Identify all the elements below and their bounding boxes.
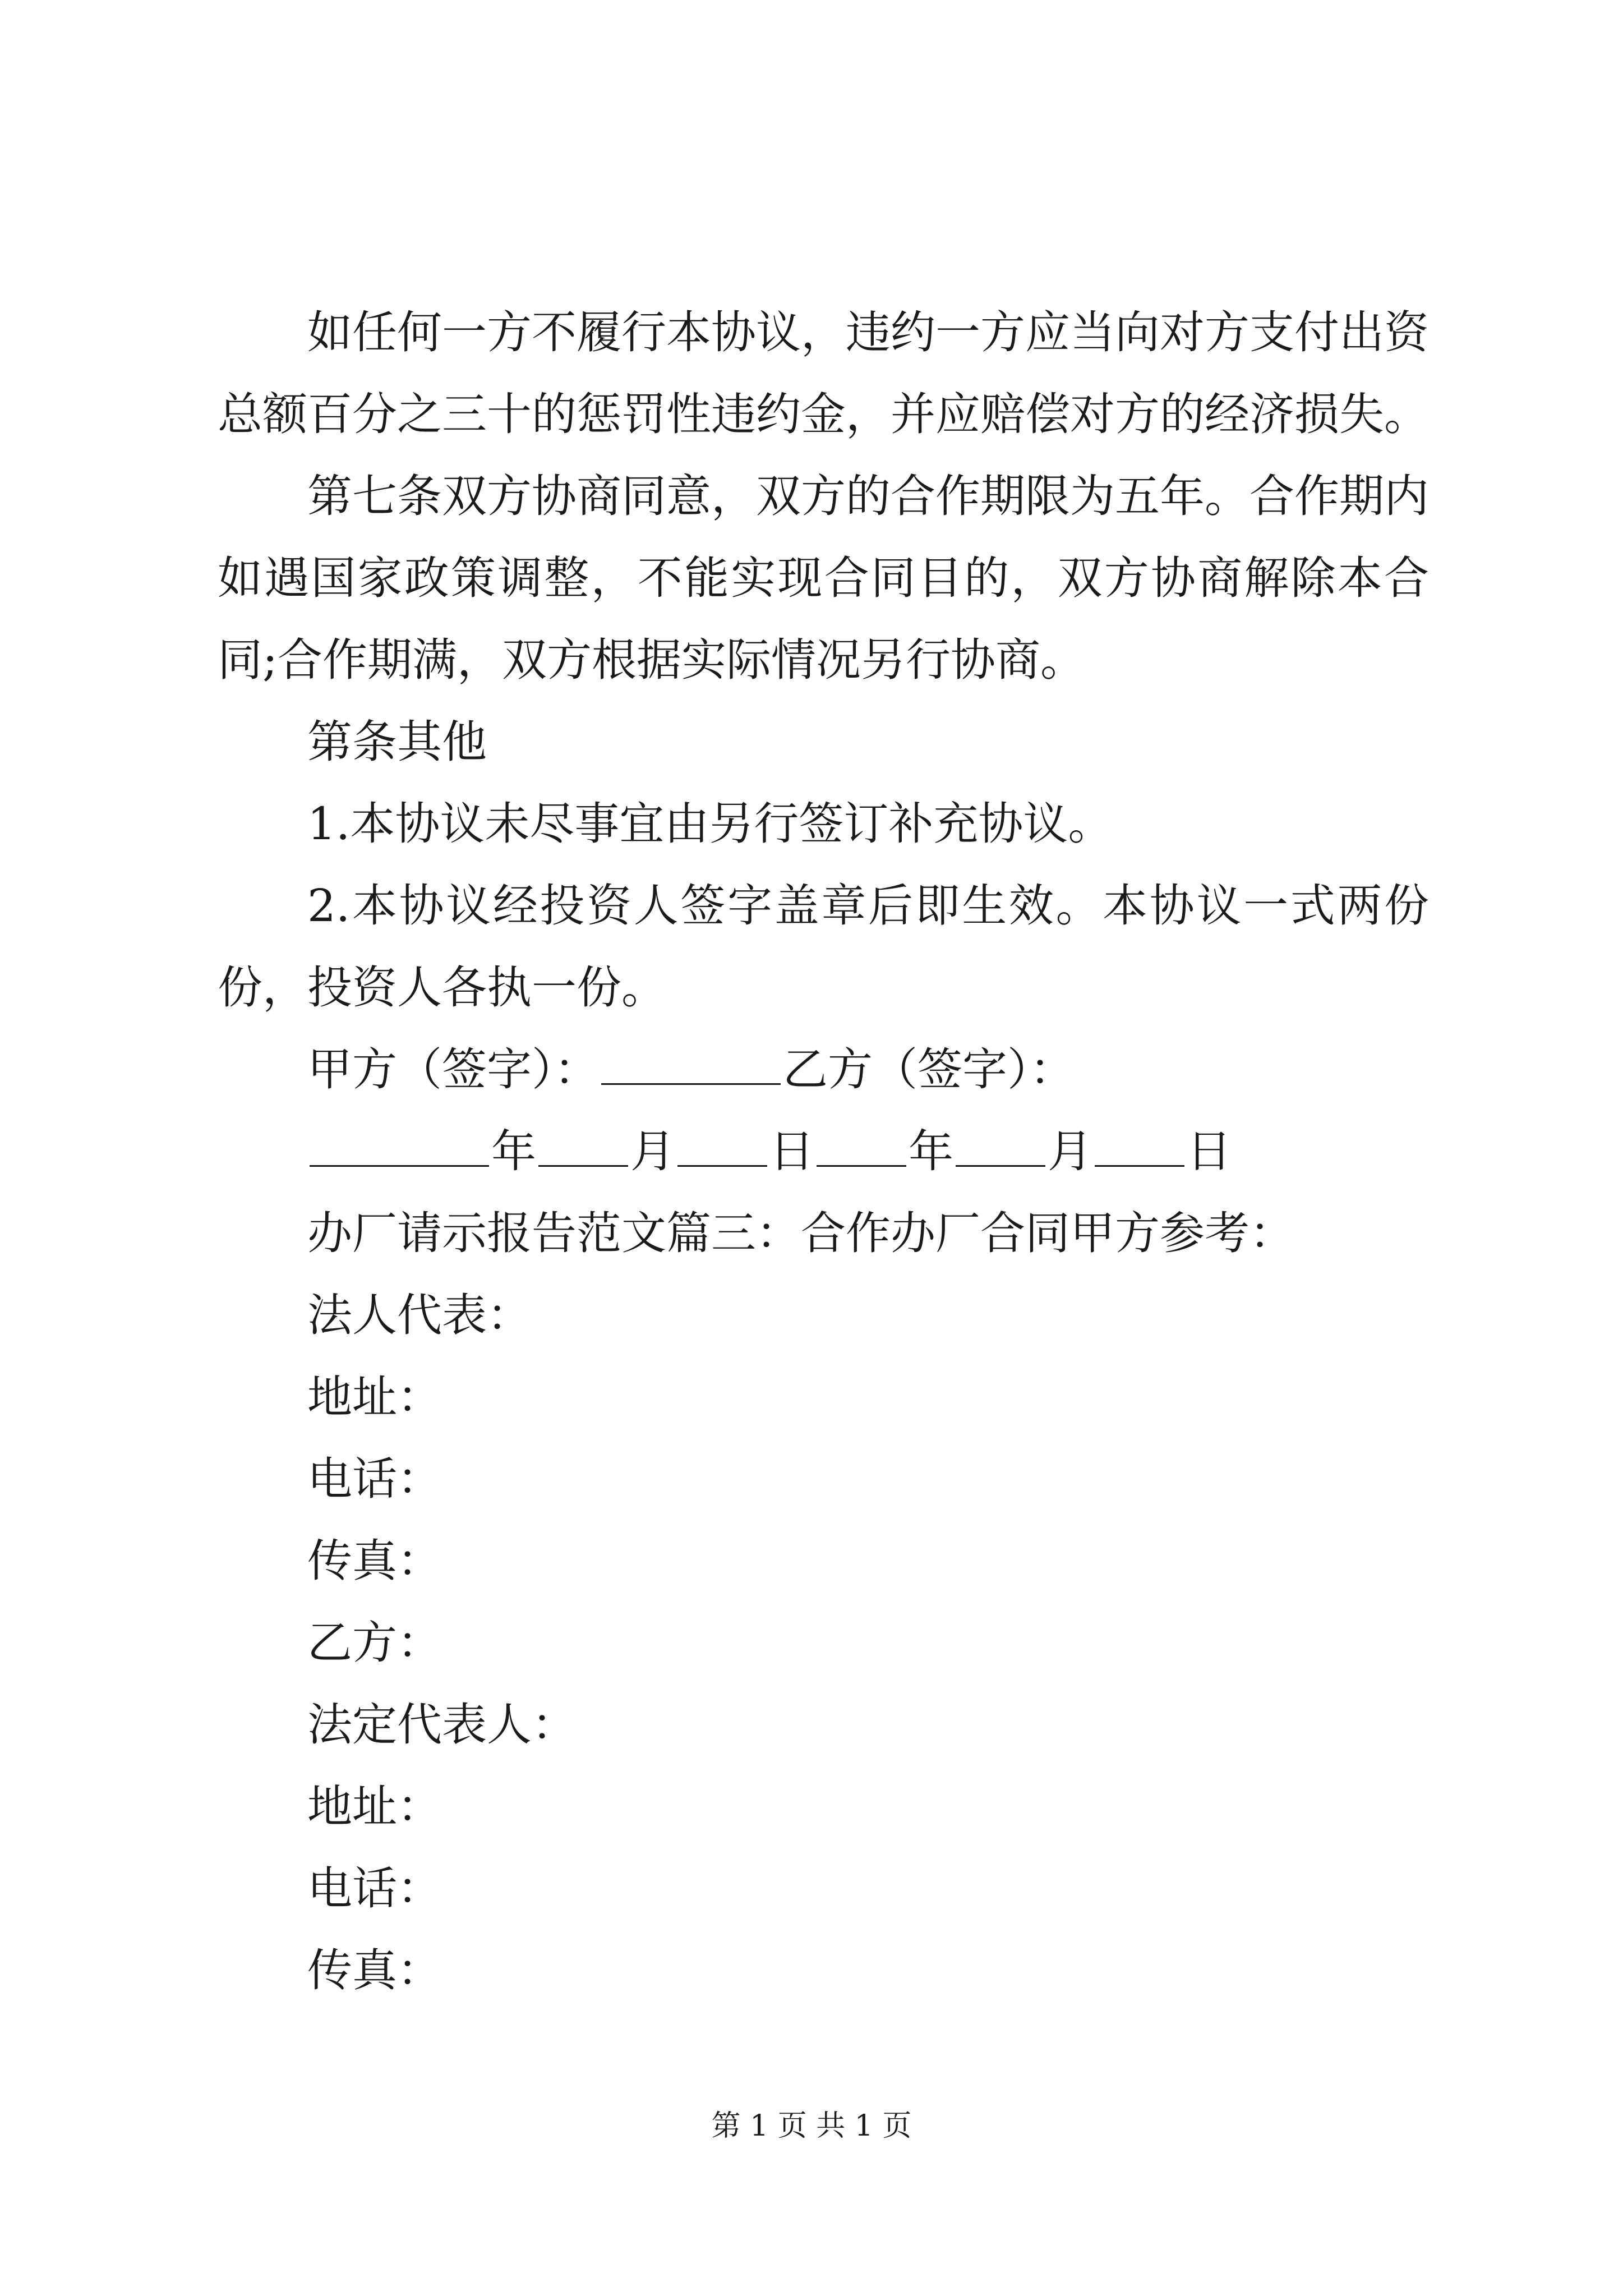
section-title: 办厂请示报告范文篇三：合作办厂合同甲方参考： bbox=[307, 1207, 1294, 1259]
month-blank-b bbox=[956, 1120, 1045, 1167]
field-fax-a: 传真： bbox=[307, 1535, 442, 1587]
year-blank-b bbox=[817, 1120, 906, 1167]
field-address-a: 地址： bbox=[307, 1371, 442, 1423]
party-b-signature-label: 乙方（签字）： bbox=[783, 1043, 1075, 1096]
field-party-b: 乙方： bbox=[307, 1617, 442, 1669]
paragraph-other-heading: 第条其他 bbox=[307, 716, 487, 768]
page-footer: 第 1 页 共 1 页 bbox=[711, 2109, 912, 2143]
paragraph-item-two: 2.本协议经投资人签字盖章后即生效。本协议一式两份份，投资人各执一份。 bbox=[218, 880, 1429, 1014]
day-blank-a bbox=[677, 1120, 767, 1167]
field-fax-b: 传真： bbox=[307, 1944, 442, 1996]
field-address-b: 地址： bbox=[307, 1780, 442, 1833]
document-body bbox=[218, 292, 1429, 2012]
party-a-signature-blank bbox=[601, 1038, 781, 1085]
paragraph-item-one: 1.本协议未尽事宜由另行签订补充协议。 bbox=[307, 798, 1113, 850]
year-label-b: 年 bbox=[909, 1125, 953, 1177]
field-phone-a: 电话： bbox=[307, 1453, 442, 1505]
date-line bbox=[218, 1111, 1429, 1193]
day-label-a: 日 bbox=[769, 1125, 814, 1177]
day-label-b: 日 bbox=[1187, 1125, 1232, 1177]
paragraph-article-seven: 第七条双方协商同意，双方的合作期限为五年。合作期内如遇国家政策调整，不能实现合同目的，双方协商解除本合同;合作期满，双方根据实际情况另行协商。 bbox=[218, 470, 1429, 686]
party-a-signature-label: 甲方（签字）： bbox=[307, 1043, 599, 1096]
signature-line bbox=[218, 1029, 1429, 1111]
month-label-a: 月 bbox=[630, 1125, 675, 1177]
field-legal-representative: 法人代表： bbox=[307, 1289, 532, 1341]
field-phone-b: 电话： bbox=[307, 1862, 442, 1915]
field-legal-representative-b: 法定代表人： bbox=[307, 1699, 577, 1751]
month-label-b: 月 bbox=[1048, 1125, 1092, 1177]
paragraph-penalty: 如任何一方不履行本协议，违约一方应当向对方支付出资总额百分之三十的惩罚性违约金，并应赔偿对方的经济损失。 bbox=[218, 306, 1429, 440]
day-blank-b bbox=[1095, 1120, 1184, 1167]
month-blank-a bbox=[538, 1120, 628, 1167]
year-label-a: 年 bbox=[491, 1125, 536, 1177]
party-b-signature-blank bbox=[310, 1120, 489, 1167]
